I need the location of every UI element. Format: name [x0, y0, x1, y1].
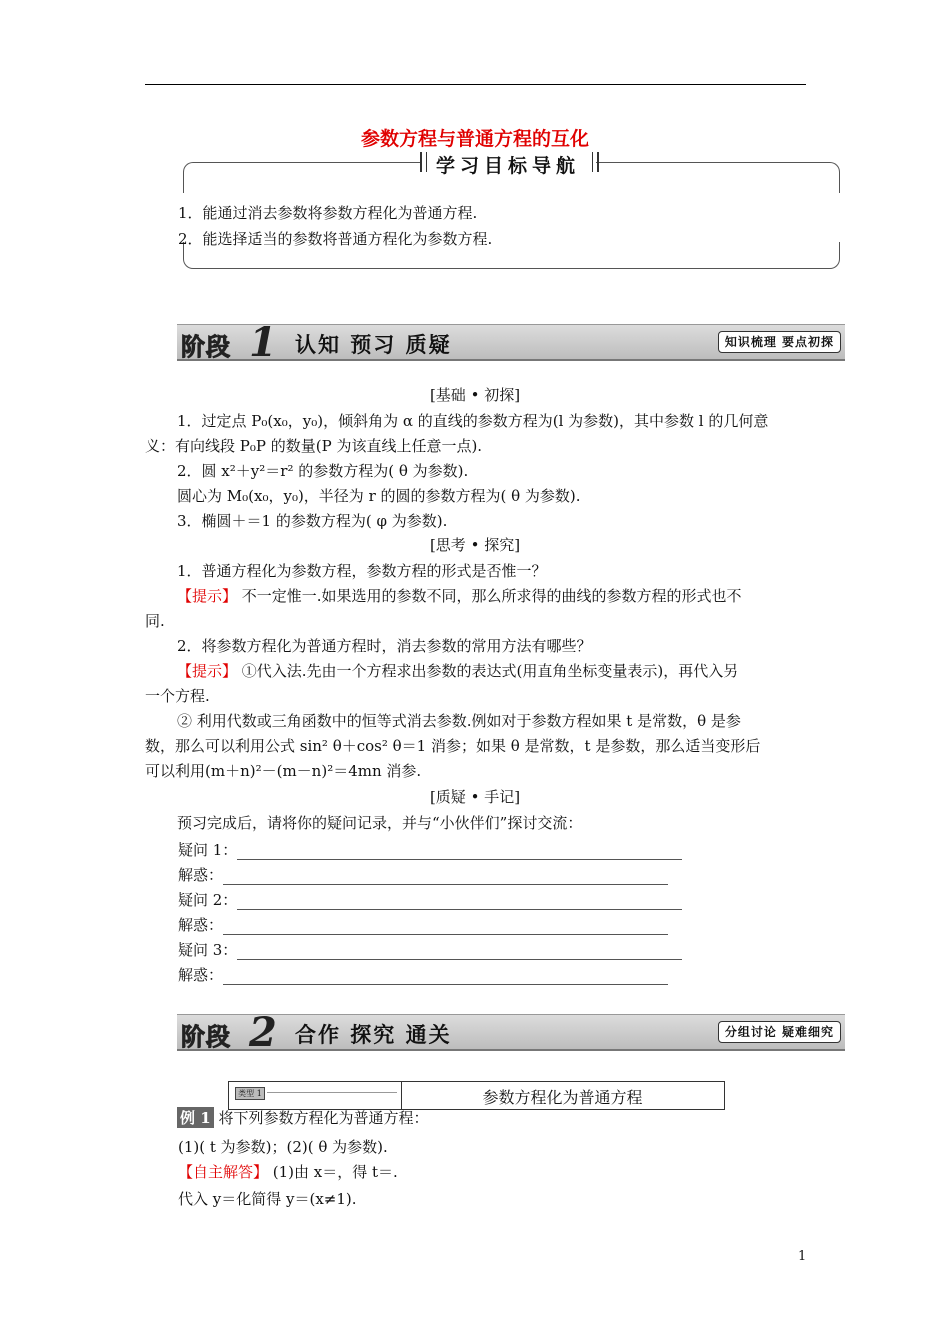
nav-bar-left — [420, 152, 427, 172]
think-a2d: 数，那么可以利用公式 sin² θ＋cos² θ＝1 消参；如果 θ 是常数，t 是参数，那么适当变形后 — [145, 737, 761, 755]
stage-number: 2 — [249, 1009, 277, 1056]
basic-2: 2．圆 x²＋y²＝r² 的参数方程为( θ 为参数). — [177, 462, 469, 480]
note-line[interactable] — [237, 893, 682, 910]
basic-2b: 圆心为 M₀(x₀，y₀)，半径为 r 的圆的参数方程为( θ 为参数). — [177, 487, 581, 505]
page-number: 1 — [798, 1249, 807, 1264]
example-heading: 例 1 将下列参数方程化为普通方程： — [177, 1107, 428, 1129]
hint-label: 【提示】 — [177, 587, 238, 605]
think-a1: 【提示】 不一定惟一.如果选用的参数不同，那么所求得的曲线的参数方程的形式也不 — [177, 587, 742, 605]
header-rule — [145, 84, 806, 85]
note-question-1: 疑问 1： — [178, 839, 682, 860]
think-q1: 1．普通方程化为参数方程，参数方程的形式是否惟一？ — [177, 562, 547, 580]
stage-label: 阶段 — [181, 332, 231, 361]
arrow-icon — [267, 1092, 397, 1093]
type-box — [228, 1081, 725, 1110]
think-a1b: 同. — [145, 612, 165, 630]
hint-label: 【提示】 — [177, 662, 238, 680]
answer-label: 【自主解答】 — [178, 1163, 269, 1181]
note-line[interactable] — [223, 868, 668, 885]
stage-label: 阶段 — [181, 1022, 231, 1051]
stage-tag: 知识梳理 要点初探 — [718, 331, 841, 353]
note-question-2: 疑问 2： — [178, 889, 682, 910]
think-a2e: 可以利用(m＋n)²－(m－n)²＝4mn 消参. — [145, 762, 422, 780]
think-a2c: ② 利用代数或三角函数中的恒等式消去参数.例如对于参数方程如果 t 是常数，θ 是参 — [177, 712, 741, 730]
basic-1b: 义：有向线段 P₀P 的数量(P 为该直线上任意一点). — [145, 437, 483, 455]
note-line[interactable] — [237, 943, 682, 960]
section-think: [思考 • 探究] — [429, 536, 521, 554]
type-label: 类型 1 — [235, 1087, 265, 1100]
section-note: [质疑 • 手记] — [429, 788, 521, 806]
section-basic: [基础 • 初探] — [429, 386, 521, 404]
think-a2b: 一个方程. — [145, 687, 210, 705]
example-badge: 例 1 — [177, 1107, 214, 1128]
note-answer-3: 解惑： — [178, 964, 668, 985]
basic-3: 3．椭圆＋＝1 的参数方程为( φ 为参数). — [177, 512, 448, 530]
goal-1: 1．能通过消去参数将参数方程化为普通方程. — [178, 204, 478, 222]
type-title: 参数方程化为普通方程 — [482, 1088, 643, 1107]
note-line[interactable] — [237, 843, 682, 860]
note-answer-2: 解惑： — [178, 914, 668, 935]
stage-name: 认知 预习 质疑 — [295, 332, 452, 357]
example-answer: 【自主解答】 (1)由 x＝，得 t＝. — [178, 1163, 398, 1181]
stage-name: 合作 探究 通关 — [295, 1022, 452, 1047]
note-question-3: 疑问 3： — [178, 939, 682, 960]
stage-1-banner — [177, 319, 845, 366]
page-title: 参数方程与普通方程的互化 — [360, 128, 589, 150]
think-a2: 【提示】 ①代入法.先由一个方程求出参数的表达式(用直角坐标变量表示)，再代入另 — [177, 662, 739, 680]
nav-title: 学习目标导航 — [420, 151, 596, 175]
stage-2-banner — [177, 1009, 845, 1056]
basic-1: 1．过定点 P₀(x₀，y₀)，倾斜角为 α 的直线的参数方程为(l 为参数)，其中参数 l 的几何意 — [177, 412, 769, 430]
nav-bar-right — [592, 152, 599, 172]
note-answer-1: 解惑： — [178, 864, 668, 885]
note-line[interactable] — [223, 918, 668, 935]
stage-tag: 分组讨论 疑难细究 — [718, 1021, 841, 1043]
goal-2: 2．能选择适当的参数将普通方程化为参数方程. — [178, 230, 493, 248]
note-line[interactable] — [223, 968, 668, 985]
example-parts: (1)( t 为参数)；(2)( θ 为参数). — [178, 1138, 388, 1156]
think-q2: 2．将参数方程化为普通方程时，消去参数的常用方法有哪些？ — [177, 637, 592, 655]
example-answer-2: 代入 y＝化简得 y＝(x≠1). — [178, 1190, 357, 1208]
note-intro: 预习完成后，请将你的疑问记录，并与“小伙伴们”探讨交流： — [177, 814, 583, 832]
stage-number: 1 — [249, 319, 277, 366]
